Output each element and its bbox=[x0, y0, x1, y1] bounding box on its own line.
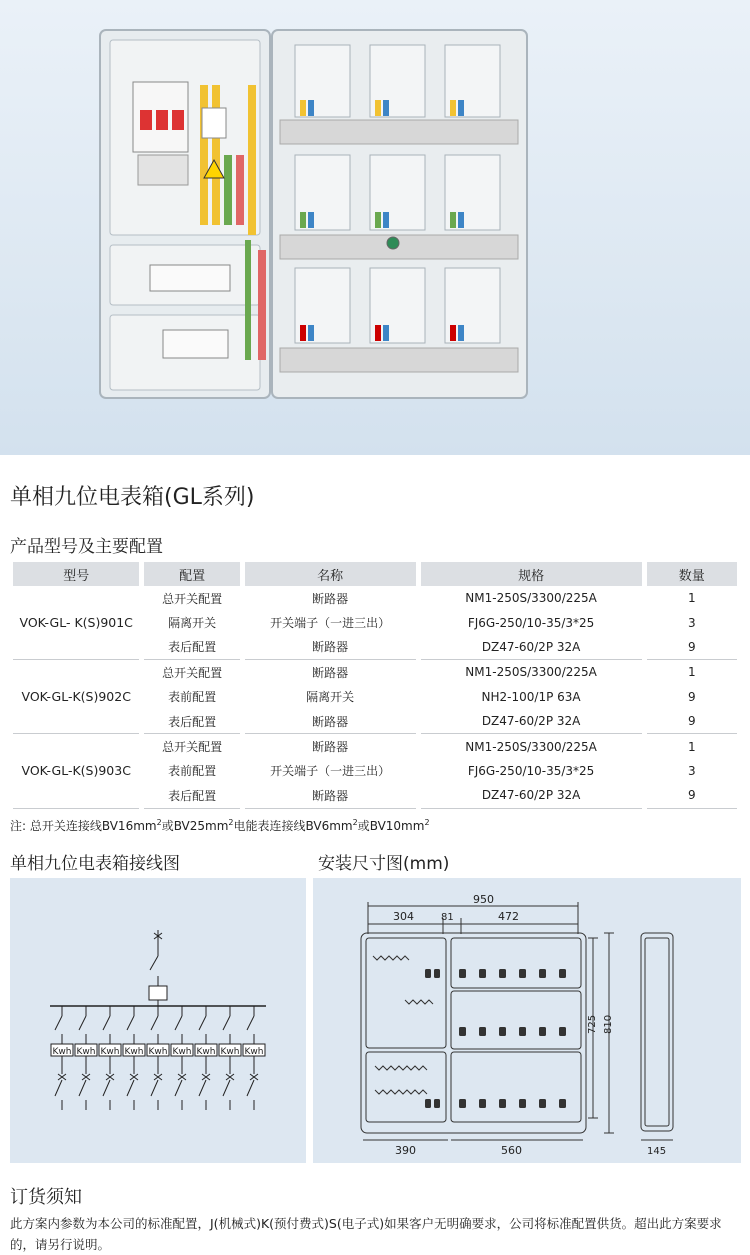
qty-cell: 1 bbox=[687, 591, 696, 606]
meter-slot bbox=[459, 969, 466, 978]
name-cell: 断路器 bbox=[245, 709, 416, 734]
meter-slot bbox=[499, 1099, 506, 1108]
dim-depth: 145 bbox=[647, 1146, 667, 1157]
meter-slot bbox=[539, 1027, 546, 1036]
meter-slot bbox=[499, 1027, 506, 1036]
meter-slot bbox=[479, 1027, 486, 1036]
note-sup: 2 bbox=[228, 818, 234, 827]
dimension-diagram-panel bbox=[313, 878, 741, 1163]
wiring-note bbox=[10, 817, 430, 834]
spec-cell: NM1-250S/3300/225A bbox=[465, 591, 597, 606]
config-cell: 表前配置 bbox=[168, 764, 217, 779]
header-spec: 规格 bbox=[421, 562, 642, 586]
note-sup: 2 bbox=[156, 818, 162, 827]
name-cell: 断路器 bbox=[245, 783, 416, 808]
config-subtitle: 产品型号及主要配置 bbox=[10, 537, 163, 557]
dimension-drawing bbox=[313, 878, 741, 1163]
kwh-meter-label: Kwh bbox=[220, 1047, 240, 1057]
meter-slot bbox=[519, 1099, 526, 1108]
header-name: 名称 bbox=[245, 562, 416, 586]
name-cell: 断路器 bbox=[312, 740, 349, 755]
meter-box-illustration bbox=[0, 0, 750, 455]
dim-left-section: 304 bbox=[393, 910, 414, 923]
qty-cell: 3 bbox=[687, 763, 696, 778]
wiring-diagram-title: 单相九位电表箱接线图 bbox=[10, 854, 180, 874]
name-cell: 开关端子（一进三出） bbox=[270, 764, 391, 779]
breaker-slot bbox=[425, 969, 431, 978]
product-photo bbox=[0, 0, 750, 455]
meter-slot bbox=[459, 1099, 466, 1108]
qty-cell: 9 bbox=[687, 689, 696, 704]
wiring-diagram-panel bbox=[10, 878, 306, 1163]
meter-slot bbox=[559, 1099, 566, 1108]
meter-slot bbox=[559, 969, 566, 978]
config-table bbox=[8, 562, 742, 809]
dim-bottom-right: 560 bbox=[501, 1144, 522, 1157]
dim-gap: 81 bbox=[441, 912, 454, 923]
config-cell: 表后配置 bbox=[144, 635, 239, 660]
breaker-slot bbox=[434, 1099, 440, 1108]
config-cell: 表后配置 bbox=[144, 709, 239, 734]
name-cell: 开关端子（一进三出） bbox=[270, 616, 391, 631]
page-title: 单相九位电表箱(GL系列) bbox=[10, 485, 255, 510]
kwh-meter-label: Kwh bbox=[172, 1047, 192, 1057]
model-cell: VOK-GL-K(S)903C bbox=[13, 734, 139, 808]
spec-cell: NM1-250S/3300/225A bbox=[465, 739, 597, 754]
config-cell: 隔离开关 bbox=[168, 616, 217, 631]
meter-slot bbox=[479, 1099, 486, 1108]
breaker-slot bbox=[434, 969, 440, 978]
kwh-meter-label: Kwh bbox=[148, 1047, 168, 1057]
order-notice-text: 此方案内参数为本公司的标准配置，J(机械式)K(预付费式)S(电子式)如果客户无明确要求，公司将标准配置供货。超出此方案要求的，请另行说明。 bbox=[10, 1216, 722, 1252]
dim-height-outer: 810 bbox=[603, 1014, 614, 1034]
note-sup: 2 bbox=[424, 818, 430, 827]
dim-bottom-left: 390 bbox=[395, 1144, 416, 1157]
dim-height-inner: 725 bbox=[587, 1014, 598, 1034]
meter-slot bbox=[459, 1027, 466, 1036]
spec-cell: DZ47-60/2P 32A bbox=[421, 709, 642, 734]
config-cell: 总开关配置 bbox=[162, 740, 223, 755]
spec-cell: NH2-100/1P 63A bbox=[481, 689, 581, 704]
qty-cell: 1 bbox=[687, 739, 696, 754]
qty-cell: 9 bbox=[647, 635, 737, 660]
dim-right-section: 472 bbox=[498, 910, 519, 923]
table-row bbox=[13, 660, 737, 684]
name-cell: 断路器 bbox=[312, 591, 349, 606]
dimension-diagram-title: 安装尺寸图(mm) bbox=[318, 854, 450, 874]
model-cell: VOK-GL-K(S)902C bbox=[13, 660, 139, 734]
name-cell: 断路器 bbox=[245, 635, 416, 660]
table-row bbox=[13, 734, 737, 758]
header-model: 型号 bbox=[13, 562, 139, 586]
spec-cell: FJ6G-250/10-35/3*25 bbox=[467, 763, 595, 778]
kwh-meter-label: Kwh bbox=[196, 1047, 216, 1057]
config-cell: 总开关配置 bbox=[162, 665, 223, 680]
qty-cell: 1 bbox=[687, 665, 696, 680]
qty-cell: 9 bbox=[647, 783, 737, 808]
kwh-meter-label: Kwh bbox=[76, 1047, 96, 1057]
spec-cell: FJ6G-250/10-35/3*25 bbox=[467, 615, 595, 630]
meter-slot bbox=[559, 1027, 566, 1036]
note-part: 或BV10mm bbox=[357, 819, 425, 833]
spec-cell: NM1-250S/3300/225A bbox=[465, 665, 597, 680]
meter-slot bbox=[539, 969, 546, 978]
name-cell: 断路器 bbox=[312, 665, 349, 680]
branch-circuits bbox=[51, 1006, 265, 1110]
meter-slot bbox=[519, 969, 526, 978]
name-cell: 隔离开关 bbox=[306, 690, 355, 705]
meter-slot bbox=[519, 1027, 526, 1036]
breaker-slot bbox=[425, 1099, 431, 1108]
kwh-meter-label: Kwh bbox=[244, 1047, 264, 1057]
model-cell: VOK-GL- K(S)901C bbox=[13, 586, 139, 660]
meter-slot bbox=[479, 969, 486, 978]
kwh-meter-label: Kwh bbox=[124, 1047, 144, 1057]
note-part: 或BV25mm bbox=[161, 819, 229, 833]
config-cell: 表后配置 bbox=[144, 783, 239, 808]
kwh-meter-label: Kwh bbox=[100, 1047, 120, 1057]
note-part: 电能表连接线BV6mm bbox=[233, 819, 353, 833]
dim-overall: 950 bbox=[473, 893, 494, 906]
config-cell: 总开关配置 bbox=[162, 591, 223, 606]
header-config: 配置 bbox=[144, 562, 239, 586]
order-notice-title: 订货须知 bbox=[10, 1187, 82, 1208]
spec-cell: DZ47-60/2P 32A bbox=[421, 635, 642, 660]
spec-cell: DZ47-60/2P 32A bbox=[421, 783, 642, 808]
table-row bbox=[13, 586, 737, 610]
qty-cell: 9 bbox=[647, 709, 737, 734]
table-header-row bbox=[13, 562, 737, 586]
note-sup: 2 bbox=[352, 818, 358, 827]
meter-slot bbox=[539, 1099, 546, 1108]
note-part: 注: 总开关连接线BV16mm bbox=[10, 819, 157, 833]
wiring-diagram bbox=[10, 878, 306, 1163]
config-cell: 表前配置 bbox=[168, 690, 217, 705]
qty-cell: 3 bbox=[687, 615, 696, 630]
header-qty: 数量 bbox=[647, 562, 737, 586]
kwh-meter-label: Kwh bbox=[52, 1047, 72, 1057]
meter-slot bbox=[499, 969, 506, 978]
